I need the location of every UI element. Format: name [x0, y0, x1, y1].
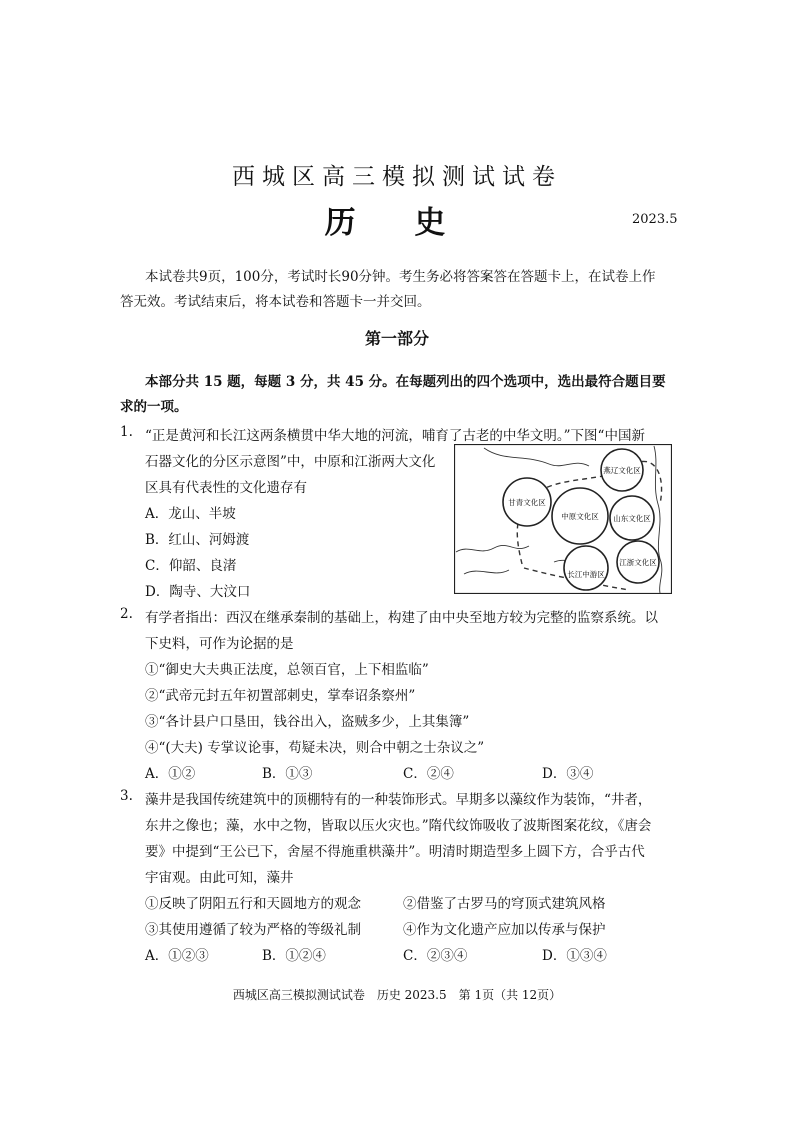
question-stem-line: 有学者指出：西汉在继承秦制的基础上，构建了由中央至地方较为完整的监察系统。以 — [145, 610, 658, 626]
exam-date: 2023.5 — [632, 212, 678, 227]
question-number: 3. — [120, 788, 133, 804]
question-number: 2. — [120, 606, 133, 622]
map-label-zhongyuan: 中原文化区 — [561, 512, 599, 521]
option-a: A．①②③ — [145, 948, 209, 964]
subject-title: 历 史 — [324, 205, 470, 241]
option-c: C．②③④ — [403, 948, 468, 964]
intro-line-2: 答无效。考试结束后，将本试卷和答题卡一并交回。 — [120, 294, 431, 310]
statement-item-1: ①反映了阴阳五行和天圆地方的观念 — [145, 896, 361, 912]
map-label-yanliao: 燕辽文化区 — [603, 466, 641, 475]
map-label-shandong: 山东文化区 — [613, 514, 651, 523]
part-title: 第一部分 — [364, 329, 429, 348]
option-a: A．①② — [145, 766, 196, 782]
map-label-jiangzhe: 江浙文化区 — [619, 558, 657, 567]
instruction-line-1: 本部分共 15 题，每题 3 分，共 45 分。在每题列出的四个选项中，选出最符合题目要 — [145, 374, 666, 390]
paper-title: 西城区高三模拟测试试卷 — [232, 164, 562, 190]
page-footer: 西城区高三模拟测试试卷 历史 2023.5 第 1页（共 12页） — [232, 988, 562, 1002]
intro-line-1: 本试卷共9页，100分，考试时长90分钟。考生务必将答案答在答题卡上，在试卷上作 — [145, 269, 656, 285]
option-c: C．②④ — [403, 766, 454, 782]
option-c: C．仰韶、良渚 — [145, 558, 237, 574]
option-d: D．③④ — [542, 766, 594, 782]
option-b: B．①③ — [262, 766, 313, 782]
neolithic-culture-map — [454, 444, 672, 594]
option-b: B．①②④ — [262, 948, 326, 964]
question-stem-line: “正是黄河和长江这两条横贯中华大地的河流，哺育了古老的中华文明。”下图“中国新 — [145, 428, 645, 444]
source-item-4: ④“(大夫) 专掌议论事，苟疑未决，则合中朝之士杂议之” — [145, 740, 485, 756]
question-stem-line: 下史料，可作为论据的是 — [145, 636, 294, 652]
question-stem-line: 东井之像也；藻，水中之物，皆取以压火灾也。”隋代纹饰吸收了波斯图案花纹，《唐会 — [145, 818, 652, 834]
question-stem-line: 宇宙观。由此可知，藻井 — [145, 870, 294, 886]
statement-item-2: ②借鉴了古罗马的穹顶式建筑风格 — [403, 896, 606, 912]
question-stem-line: 要》中提到“王公已下，舍屋不得施重栱藻井”。明清时期造型多上圆下方，合乎古代 — [145, 844, 645, 860]
question-stem-line: 区具有代表性的文化遗存有 — [145, 480, 307, 496]
option-a: A．龙山、半坡 — [145, 506, 236, 522]
option-d: D．①③④ — [542, 948, 607, 964]
map-label-ganqing: 甘青文化区 — [508, 498, 546, 507]
option-b: B．红山、河姆渡 — [145, 532, 250, 548]
map-label-changjiang: 长江中游区 — [567, 570, 605, 579]
source-item-2: ②“武帝元封五年初置部刺史，掌奉诏条察州” — [145, 688, 416, 704]
question-stem-line: 藻井是我国传统建筑中的顶棚特有的一种装饰形式。早期多以藻纹作为装饰，“井者， — [145, 792, 652, 808]
option-d: D．陶寺、大汶口 — [145, 584, 251, 600]
statement-item-3: ③其使用遵循了较为严格的等级礼制 — [145, 922, 361, 938]
source-item-1: ①“御史大夫典正法度，总领百官，上下相监临” — [145, 662, 429, 678]
question-stem-line: 石器文化的分区示意图”中，中原和江浙两大文化 — [145, 454, 436, 470]
source-item-3: ③“各计县户口垦田，钱谷出入，盗贼多少，上其集簿” — [145, 714, 470, 730]
instruction-line-2: 求的一项。 — [120, 399, 188, 415]
statement-item-4: ④作为文化遗产应加以传承与保护 — [403, 922, 606, 938]
question-number: 1. — [120, 424, 133, 440]
